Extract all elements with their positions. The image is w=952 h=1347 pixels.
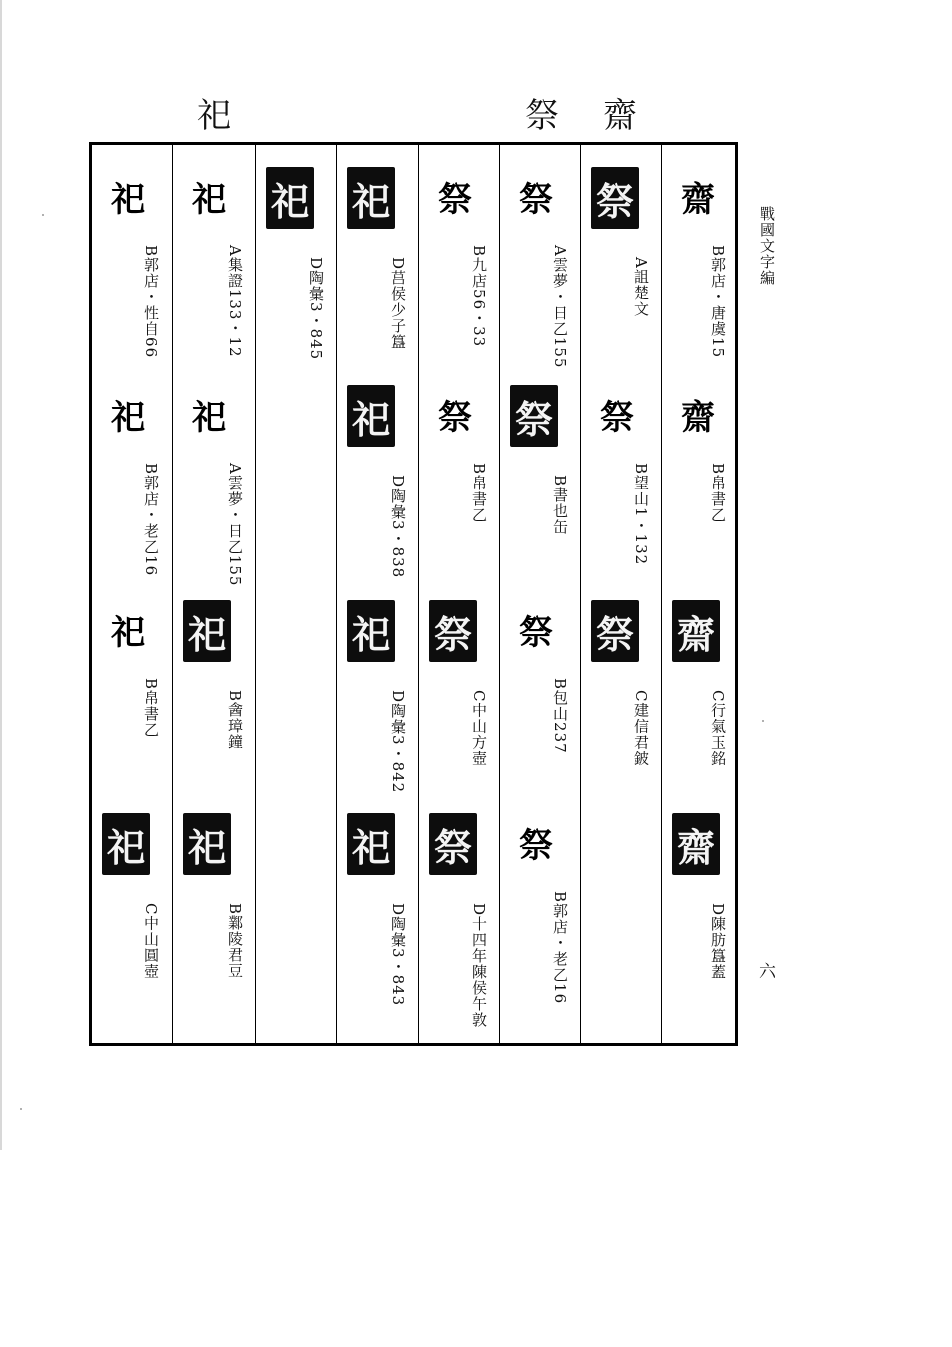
ink-glyph: 祭 [519,612,553,653]
scan-speck [762,720,764,722]
source-label: D陶彙3・843 [389,903,407,1007]
rubbing-glyph: 祀 [102,813,150,875]
head-char-si: 祀 [197,96,231,136]
character-entry [419,600,500,810]
source-label: D十四年陳侯午敦 [470,903,488,1029]
source-label: A雲夢・日乙155 [551,245,569,369]
character-entry [173,813,256,1023]
source-label: A雲夢・日乙155 [226,463,244,587]
rubbing-glyph: 祀 [347,167,395,229]
ink-glyph: 祭 [438,179,472,220]
ink-glyph: 祀 [192,397,226,438]
character-entry [92,385,172,595]
rubbing-glyph: 祭 [429,600,477,662]
column-2 [172,145,256,1043]
rubbing-glyph: 齋 [672,813,720,875]
source-label: D陶彙3・845 [307,257,325,361]
column-3 [255,145,337,1043]
source-label: B鄴陵君豆 [226,903,244,980]
ink-glyph: 祀 [111,397,145,438]
ink-glyph: 齋 [681,179,715,220]
ink-glyph: 祭 [519,825,553,866]
source-label: B包山237 [551,678,569,754]
character-entry [500,385,581,595]
page-number: 六 [759,962,776,982]
rubbing-glyph: 祀 [266,167,314,229]
character-entry [419,813,500,1029]
ink-glyph: 祭 [519,179,553,220]
ink-glyph: 祀 [111,612,145,653]
source-label: B九店56・33 [470,245,488,348]
character-entry [500,600,581,810]
source-label: B望山1・132 [632,463,650,566]
rubbing-glyph: 祀 [347,385,395,447]
character-entry [662,385,739,595]
character-entry [337,385,419,595]
character-table [89,142,738,1046]
character-entry [256,167,337,377]
character-entry [662,813,739,1023]
character-entry [337,813,419,1023]
rubbing-glyph: 祭 [429,813,477,875]
ink-glyph: 祀 [111,179,145,220]
source-label: B郭店・性自66 [142,245,160,359]
source-label: B帛書乙 [142,678,160,739]
character-entry [581,167,662,377]
rubbing-glyph: 祀 [183,813,231,875]
source-label: C建信君鈹 [632,690,650,767]
character-entry [92,600,172,810]
head-char-ji: 祭 [525,96,559,136]
source-label: B郭店・老乙16 [551,891,569,1005]
ink-glyph: 祀 [192,179,226,220]
source-label: B酓璋鐘 [226,690,244,751]
book-title: 戰國文字編 [758,206,776,286]
character-entry [337,600,419,810]
character-entry [173,600,256,810]
character-entry [662,600,739,810]
source-label: D陶彙3・838 [389,475,407,579]
source-label: A詛楚文 [632,257,650,317]
source-label: D陶彙3・842 [389,690,407,794]
character-entry [662,167,739,377]
source-label: B郭店・唐虞15 [709,245,727,359]
character-entry [581,385,662,595]
rubbing-glyph: 祀 [183,600,231,662]
character-entry [92,813,172,1023]
source-label: B書也缶 [551,475,569,536]
source-label: A集證133・12 [226,245,244,358]
source-label: C中山圓壺 [142,903,160,980]
source-label: B帛書乙 [709,463,727,524]
source-label: C中山方壺 [470,690,488,767]
source-label: B郭店・老乙16 [142,463,160,577]
column-5 [418,145,500,1043]
character-entry [419,167,500,377]
column-1 [92,145,172,1043]
ink-glyph: 祭 [600,397,634,438]
character-entry [581,600,662,810]
character-entry [92,167,172,377]
ink-glyph: 祭 [438,397,472,438]
character-entry [419,385,500,595]
character-entry [337,167,419,377]
rubbing-glyph: 祭 [510,385,558,447]
character-entry [500,167,581,377]
source-label: B帛書乙 [470,463,488,524]
character-entry [500,813,581,1023]
source-label: C行氣玉銘 [709,690,727,767]
rubbing-glyph: 祀 [347,813,395,875]
rubbing-glyph: 祭 [591,167,639,229]
ink-glyph: 齋 [681,397,715,438]
character-entry [173,167,256,377]
rubbing-glyph: 祭 [591,600,639,662]
column-4 [336,145,419,1043]
source-label: D莒侯少子簋 [389,257,407,351]
page-edge [0,0,2,1150]
column-7 [580,145,662,1043]
column-6 [499,145,581,1043]
scan-speck [42,214,44,216]
head-char-zhai: 齋 [603,96,637,136]
character-entry [173,385,256,595]
rubbing-glyph: 祀 [347,600,395,662]
source-label: D陳肪簋蓋 [709,903,727,981]
column-8 [661,145,739,1043]
rubbing-glyph: 齋 [672,600,720,662]
scan-speck [20,1108,22,1110]
